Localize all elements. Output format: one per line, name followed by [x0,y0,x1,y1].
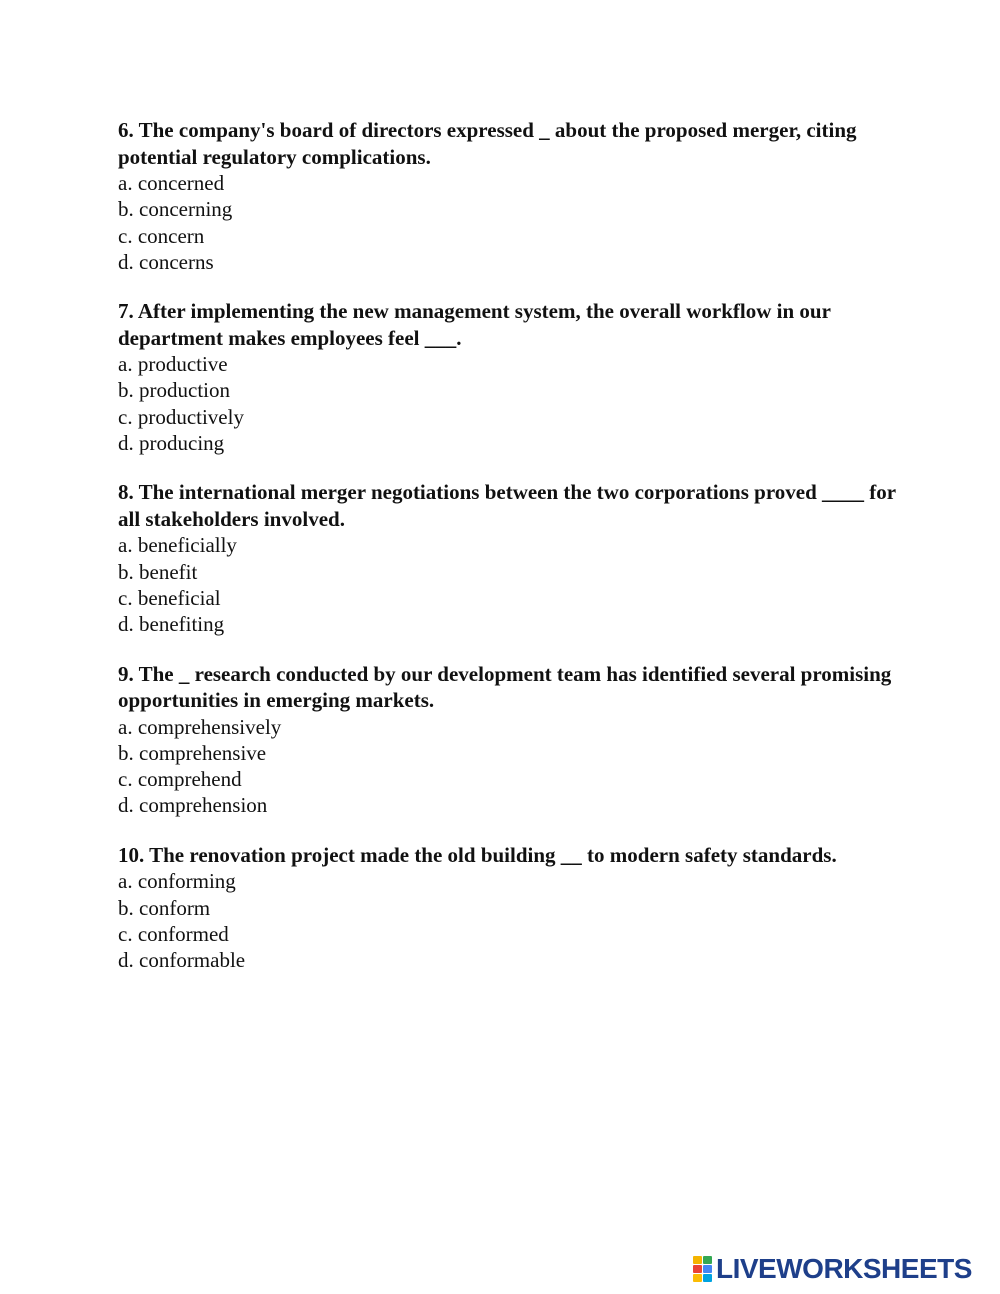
question-7 [118,298,898,456]
option-a[interactable]: a. comprehensively [118,714,282,739]
option-list [118,170,898,275]
option-b[interactable]: b. comprehensive [118,740,267,765]
question-10 [118,842,898,974]
question-text: 6. The company's board of directors expressed _ about the proposed merger, citing potential regulatory complications. [118,118,857,169]
option-a[interactable]: a. conforming [118,869,236,894]
option-c[interactable]: c. conformed [118,921,229,946]
logo-block [703,1256,712,1264]
question-text: 7. After implementing the new management system, the overall workflow in our department makes employees feel ___. [118,299,831,350]
option-b[interactable]: b. production [118,378,230,403]
question-text: 10. The renovation project made the old building __ to modern safety standards. [118,842,837,867]
option-b[interactable]: b. conform [118,895,211,920]
option-list [118,868,898,973]
logo-block [693,1265,702,1273]
option-b[interactable]: b. concerning [118,197,233,222]
logo-text: LIVEWORKSHEETS [716,1253,972,1284]
option-d[interactable]: d. conformable [118,948,246,973]
liveworksheets-blocks-icon [693,1256,713,1282]
question-text: 9. The _ research conducted by our development team has identified several promising opportunities in emerging markets. [118,661,892,713]
question-text: 8. The international merger negotiations between the two corporations proved ____ for all stakeholders involved. [118,480,896,531]
logo-block [693,1274,702,1282]
option-d[interactable]: d. comprehension [118,793,268,818]
option-list [118,532,898,637]
question-9 [118,661,898,819]
option-list [118,714,898,819]
logo-block [693,1256,702,1264]
option-c[interactable]: c. beneficial [118,585,221,610]
option-d[interactable]: d. benefiting [118,612,225,637]
option-d[interactable]: d. concerns [118,249,214,274]
option-a[interactable]: a. productive [118,352,228,377]
logo-block [703,1265,712,1273]
option-a[interactable]: a. concerned [118,171,225,195]
worksheet [118,117,898,996]
question-6 [118,117,898,275]
option-b[interactable]: b. benefit [118,559,198,584]
option-c[interactable]: c. comprehend [118,767,242,792]
option-c[interactable]: c. productively [118,404,244,429]
option-a[interactable]: a. beneficially [118,533,237,558]
logo-block [703,1274,712,1282]
liveworksheets-logo [693,1254,972,1284]
question-8 [118,479,898,637]
option-list [118,351,898,456]
option-c[interactable]: c. concern [118,223,205,248]
option-d[interactable]: d. producing [118,431,225,456]
